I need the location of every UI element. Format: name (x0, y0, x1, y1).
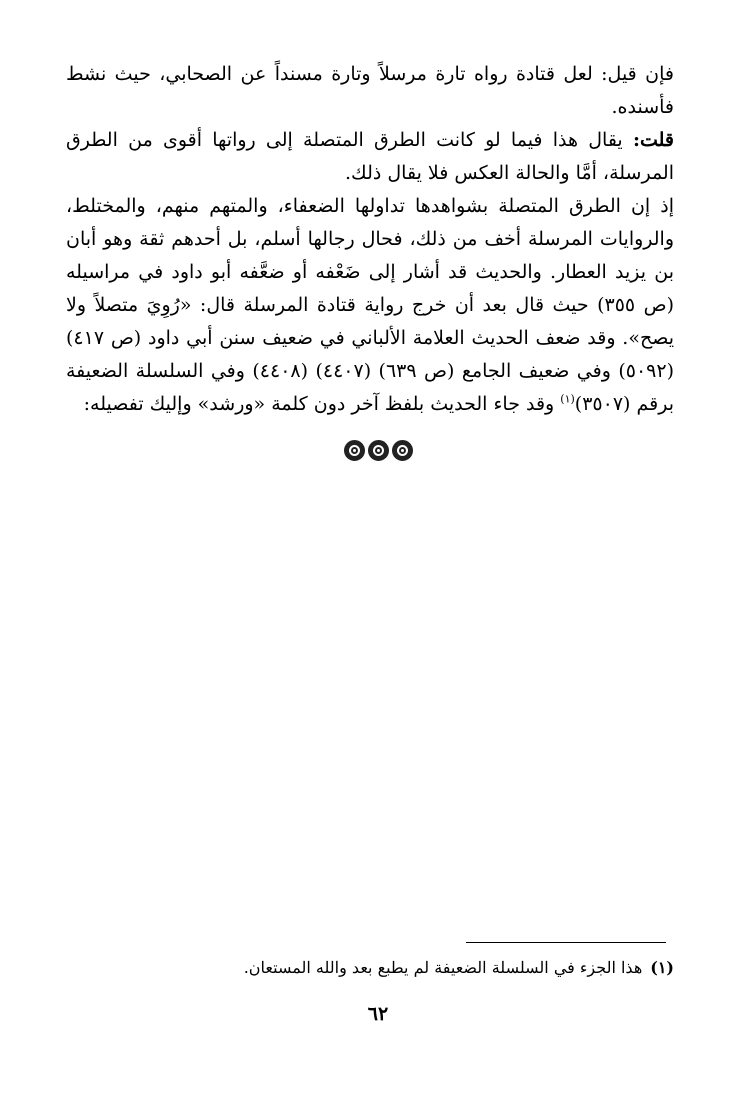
footnote-reference[interactable]: (١) (560, 392, 575, 406)
main-text (66, 58, 674, 421)
paragraph-1-text: فإن قيل: لعل قتادة رواه تارة مرسلاً وتارة مسنداً عن الصحابي، حيث نشط فأسنده. (66, 63, 674, 118)
footnote-text: هذا الجزء في السلسلة الضعيفة لم يطبع بعد والله المستعان. (243, 958, 643, 977)
ornament-icon (392, 440, 413, 461)
paragraph-3-text-after: وقد جاء الحديث بلفظ آخر دون كلمة «ورشد» وإليك تفصيله: (83, 393, 561, 415)
paragraph-1 (66, 58, 674, 124)
footnote-number: (١) (650, 958, 674, 977)
paragraph-3-text: إذ إن الطرق المتصلة بشواهدها تداولها الضعفاء، والمتهم منهم، والمختلط، والروايات المرسلة أخف من ذلك، فحال رجالها أسلم، بل أحدهم ثقة وهو أبان بن يزيد العطار. والحديث قد أشار إلى ضَعْفه أو ضعَّفه أبو داود في مراسيله (ص ٣٥٥) حيث قال بعد أن خرج رواية قتادة المرسلة قال: «رُوِيَ متصلاً ولا يصح». وقد ضعف الحديث العلامة الألباني في ضعيف سنن أبي داود (ص ٤١٧) (٥٠٩٢) وفي ضعيف الجامع (ص ٦٣٩) (٤٤٠٧) (٤٤٠٨) وفي السلسلة الضعيفة برقم (٣٥٠٧) (66, 195, 674, 415)
section-divider-ornaments (0, 440, 756, 461)
paragraph-3 (66, 190, 674, 421)
ornament-icon (368, 440, 389, 461)
footnote (66, 955, 674, 981)
paragraph-2 (66, 124, 674, 190)
paragraph-2-lead: قلت: (632, 129, 674, 151)
ornament-icon (344, 440, 365, 461)
footnote-separator (466, 942, 666, 943)
paragraph-2-text: يقال هذا فيما لو كانت الطرق المتصلة إلى رواتها أقوى من الطرق المرسلة، أمَّا والحالة العكس فلا يقال ذلك. (66, 129, 674, 184)
page-number: ٦٢ (367, 1003, 389, 1025)
